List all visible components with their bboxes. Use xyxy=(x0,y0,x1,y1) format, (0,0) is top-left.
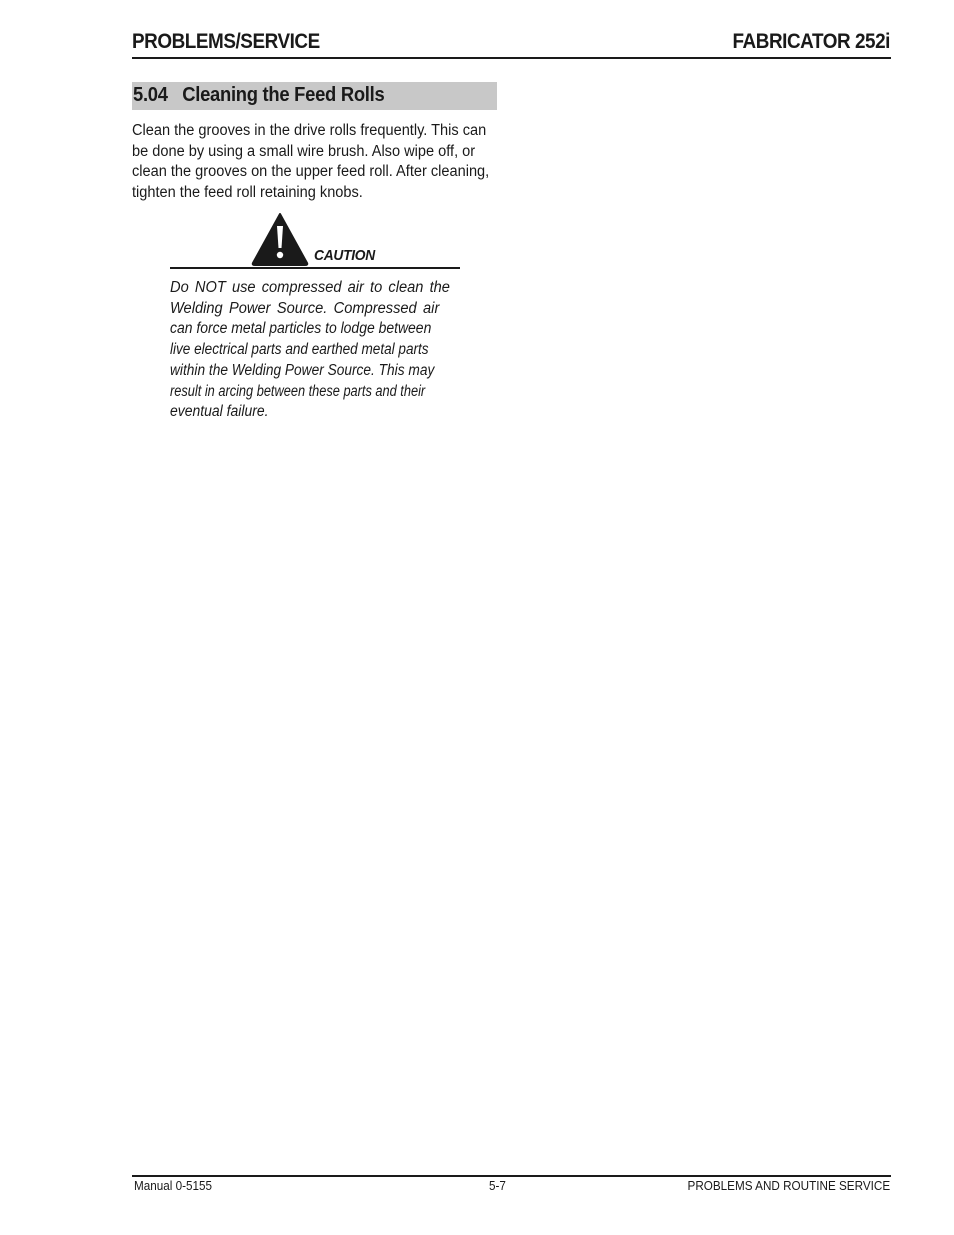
caution-divider xyxy=(170,267,460,269)
section-body-paragraph xyxy=(132,121,497,203)
caution-label: CAUTION xyxy=(314,247,375,264)
caution-line: live electrical parts and earthed metal parts xyxy=(170,341,429,359)
body-line: be done by using a small wire brush. Also wipe off, or xyxy=(132,142,476,160)
body-line: clean the grooves on the upper feed roll. After cleaning, xyxy=(132,163,490,181)
section-heading: 5.04 Cleaning the Feed Rolls xyxy=(133,84,385,106)
caution-line: within the Welding Power Source. This may xyxy=(170,361,435,379)
caution-message xyxy=(170,278,460,423)
body-line: tighten the feed roll retaining knobs. xyxy=(132,183,363,201)
footer-chapter-name: PROBLEMS AND ROUTINE SERVICE xyxy=(687,1178,890,1193)
caution-line: Welding Power Source. Compressed air xyxy=(170,299,440,317)
caution-line: result in arcing between these parts and their xyxy=(170,382,426,400)
footer-divider xyxy=(132,1175,891,1177)
header-divider xyxy=(132,57,891,59)
caution-line: eventual failure. xyxy=(170,403,269,421)
caution-line: Do NOT use compressed air to clean the xyxy=(170,279,450,296)
warning-triangle-icon xyxy=(250,212,310,266)
header-section-title: PROBLEMS/SERVICE xyxy=(132,30,320,53)
footer-page-number: 5-7 xyxy=(489,1178,506,1193)
header-product-name: FABRICATOR 252i xyxy=(732,30,890,53)
footer-manual-number: Manual 0-5155 xyxy=(134,1178,213,1193)
caution-line: can force metal particles to lodge between xyxy=(170,320,432,338)
body-line: Clean the grooves in the drive rolls frequently. This can xyxy=(132,122,487,139)
